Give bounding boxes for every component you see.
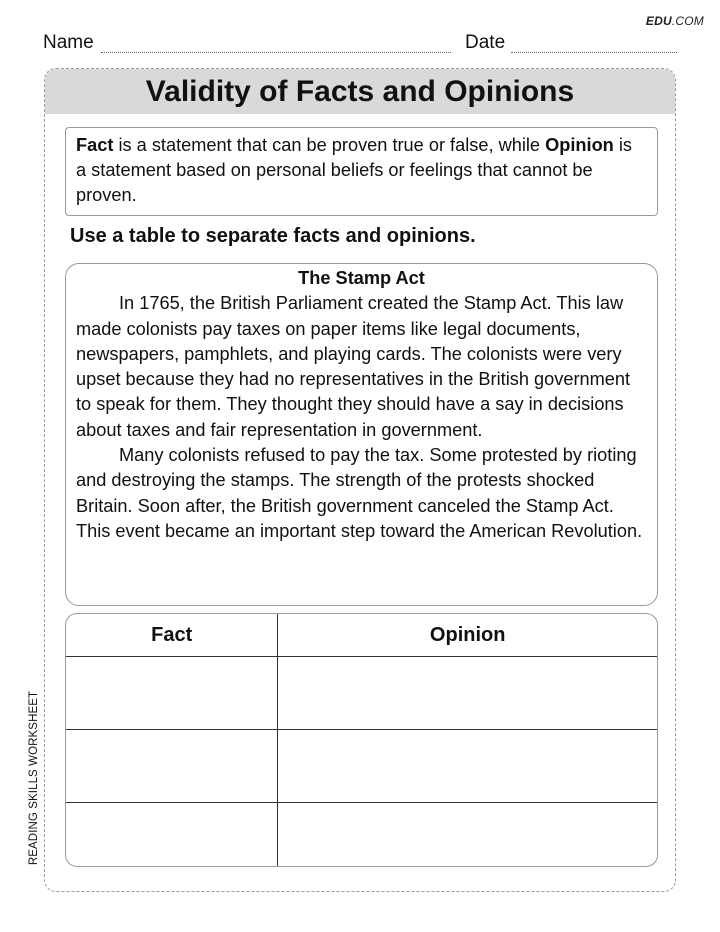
brand-logo-bold: EDU — [645, 14, 672, 28]
fact-cell[interactable] — [66, 657, 278, 730]
brand-logo-suffix: .COM — [671, 14, 704, 28]
fact-opinion-table — [65, 613, 658, 867]
passage-paragraph-2: Many colonists refused to pay the tax. Some protested by rioting and destroying the stamps. The strength of the protests shocked Britain. Soon after, the British government canceled the Stamp Act. This event became an important step toward the American Revolution. — [76, 445, 643, 541]
passage-title: The Stamp Act — [298, 268, 425, 288]
passage-box — [65, 263, 658, 606]
fact-definition: is a statement that can be proven true or false, while — [113, 135, 546, 155]
date-line[interactable] — [511, 52, 677, 53]
worksheet-title: Validity of Facts and Opinions — [45, 69, 675, 114]
fact-cell[interactable] — [66, 803, 278, 868]
side-label: READING SKILLS WORKSHEET — [28, 690, 40, 866]
opinion-definition: is a statement based on personal beliefs or feelings that cannot be proven. — [76, 135, 632, 205]
opinion-cell[interactable] — [278, 657, 657, 730]
opinion-column-header: Opinion — [278, 614, 657, 657]
name-label: Name — [43, 32, 94, 53]
definition-box — [65, 127, 658, 216]
table-header-row — [66, 614, 657, 657]
table-row — [66, 657, 657, 730]
brand-logo — [646, 14, 704, 28]
opinion-cell[interactable] — [278, 803, 657, 868]
opinion-term: Opinion — [545, 135, 614, 155]
name-line[interactable] — [101, 52, 451, 53]
fact-cell[interactable] — [66, 730, 278, 803]
table-row — [66, 803, 657, 868]
table-row — [66, 730, 657, 803]
opinion-cell[interactable] — [278, 730, 657, 803]
name-date-row — [43, 32, 677, 56]
passage-paragraph-1: In 1765, the British Parliament created the Stamp Act. This law made colonists pay taxes on paper items like legal documents, newspapers, pamphlets, and playing cards. The colonists were very upset because they had no representatives in the British government to speak for them. They thought they should have a say in decisions about taxes and fair representation in government. — [76, 293, 631, 440]
fact-term: Fact — [76, 135, 114, 155]
fact-column-header: Fact — [66, 614, 278, 657]
date-label: Date — [465, 32, 506, 53]
instruction-text: Use a table to separate facts and opinions. — [70, 225, 476, 247]
worksheet-panel — [44, 68, 676, 892]
